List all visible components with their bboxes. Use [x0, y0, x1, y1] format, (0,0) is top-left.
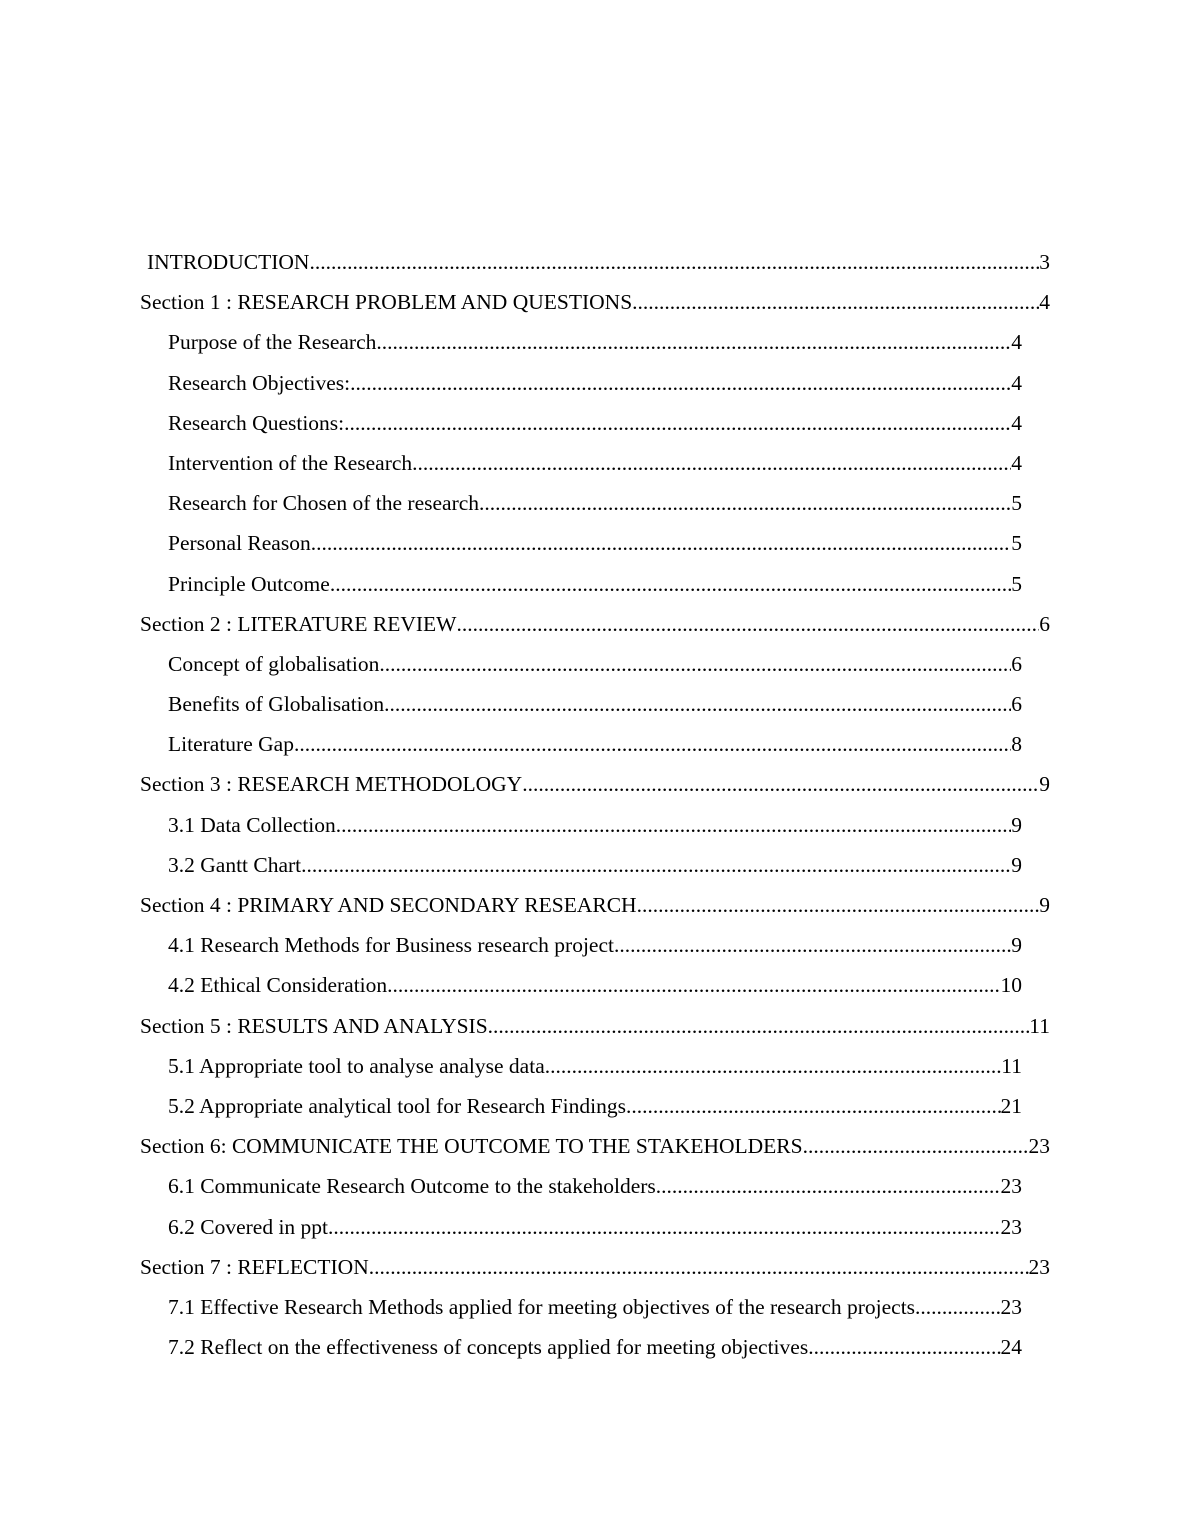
toc-entry-title: Research for Chosen of the research [168, 491, 480, 516]
toc-entry-title: Benefits of Globalisation [168, 692, 385, 717]
toc-page-number: 23 [1000, 1174, 1022, 1199]
toc-page-number: 5 [1011, 531, 1022, 556]
toc-entry-covered-in-ppt[interactable] [168, 1209, 1022, 1249]
toc-entry-research-questions[interactable] [168, 405, 1022, 445]
toc-page-number: 8 [1011, 732, 1022, 757]
toc-entry-section-4[interactable] [140, 887, 1050, 927]
toc-dot-leader [294, 726, 1011, 762]
toc-entry-title: Section 1 : RESEARCH PROBLEM AND QUESTIONS [140, 290, 633, 315]
toc-dot-leader [479, 485, 1011, 521]
toc-page-number: 9 [1039, 893, 1050, 917]
toc-entry-title: Research Objectives: [168, 370, 351, 395]
toc-entry-section-7[interactable] [140, 1249, 1050, 1289]
toc-page-number: 9 [1011, 852, 1022, 877]
toc-dot-leader [301, 847, 1011, 883]
toc-entry-title: 5.1 Appropriate tool to analyse analyse data [168, 1053, 545, 1078]
toc-entry-title: Concept of globalisation [168, 651, 380, 676]
toc-page-number: 9 [1011, 812, 1022, 837]
toc-entry-section-5[interactable] [140, 1008, 1050, 1048]
toc-entry-research-objectives[interactable] [168, 365, 1022, 405]
toc-entry-title: 3.1 Data Collection [168, 812, 336, 837]
toc-entry-purpose-of-research[interactable] [168, 324, 1022, 364]
toc-entry-section-3[interactable] [140, 766, 1050, 806]
toc-entry-research-methods[interactable] [168, 927, 1022, 967]
toc-entry-title: Section 5 : RESULTS AND ANALYSIS [140, 1013, 488, 1038]
toc-page-number: 6 [1011, 692, 1022, 717]
toc-entry-tool-analyse-data[interactable] [168, 1048, 1022, 1088]
toc-entry-title: Section 2 : LITERATURE REVIEW [140, 611, 457, 636]
toc-dot-leader [545, 1048, 1002, 1084]
toc-dot-leader [522, 766, 1039, 802]
toc-entry-research-chosen[interactable] [168, 485, 1022, 525]
toc-page-number: 9 [1011, 933, 1022, 958]
toc-page-number: 4 [1011, 370, 1022, 395]
table-of-contents [140, 244, 1050, 1369]
toc-dot-leader [384, 686, 1011, 722]
toc-dot-leader [915, 1289, 1000, 1325]
toc-dot-leader [808, 1329, 1000, 1365]
toc-entry-title: Section 7 : REFLECTION [140, 1254, 369, 1279]
toc-dot-leader [614, 927, 1011, 963]
toc-dot-leader [456, 606, 1039, 642]
toc-entry-introduction[interactable] [140, 244, 1050, 284]
toc-entry-title: 4.2 Ethical Consideration [168, 973, 388, 998]
toc-entry-section-1[interactable] [140, 284, 1050, 324]
toc-page-number: 6 [1011, 651, 1022, 676]
toc-dot-leader [488, 1008, 1030, 1044]
toc-page-number: 23 [1000, 1214, 1022, 1239]
toc-entry-section-2[interactable] [140, 606, 1050, 646]
toc-page-number: 21 [1000, 1093, 1022, 1118]
toc-dot-leader [626, 1088, 1001, 1124]
toc-page-number: 11 [1029, 1013, 1050, 1038]
toc-dot-leader [637, 887, 1040, 923]
toc-page-number: 24 [1000, 1335, 1022, 1360]
toc-entry-title: Principle Outcome [168, 571, 330, 596]
toc-entry-intervention[interactable] [168, 445, 1022, 485]
toc-entry-gantt-chart[interactable] [168, 847, 1022, 887]
toc-entry-analytical-tool[interactable] [168, 1088, 1022, 1128]
toc-dot-leader [311, 525, 1012, 561]
toc-entry-ethical-consideration[interactable] [168, 967, 1022, 1007]
toc-entry-concept-globalisation[interactable] [168, 646, 1022, 686]
toc-page-number: 9 [1039, 772, 1050, 797]
toc-page-number: 4 [1011, 330, 1022, 355]
toc-page-number: 5 [1011, 571, 1022, 596]
toc-entry-benefits-globalisation[interactable] [168, 686, 1022, 726]
toc-entry-data-collection[interactable] [168, 807, 1022, 847]
toc-page-number: 11 [1001, 1053, 1022, 1078]
toc-page-number: 10 [1000, 973, 1022, 998]
toc-page-number: 6 [1039, 611, 1050, 636]
toc-dot-leader [632, 284, 1039, 320]
toc-entry-title: 7.2 Reflect on the effectiveness of concepts applied for meeting objectives [168, 1335, 809, 1360]
toc-page-number: 23 [1028, 1254, 1050, 1279]
toc-dot-leader [387, 967, 1000, 1003]
toc-entry-title: 4.1 Research Methods for Business research project [168, 933, 614, 958]
toc-entry-personal-reason[interactable] [168, 525, 1022, 565]
toc-entry-reflect-effectiveness[interactable] [168, 1329, 1022, 1369]
toc-entry-title: 6.1 Communicate Research Outcome to the stakeholders [168, 1174, 656, 1199]
toc-entry-title: Personal Reason [168, 531, 311, 556]
toc-entry-title: Intervention of the Research [168, 450, 413, 475]
toc-entry-title: 3.2 Gantt Chart [168, 852, 302, 877]
toc-entry-title: 6.2 Covered in ppt [168, 1214, 329, 1239]
toc-entry-effective-research-methods[interactable] [168, 1289, 1022, 1329]
toc-dot-leader [344, 405, 1011, 441]
toc-page-number: 4 [1039, 290, 1050, 315]
toc-entry-title: 7.1 Effective Research Methods applied for meeting objectives of the research projects [168, 1294, 916, 1319]
toc-page-number: 5 [1011, 491, 1022, 516]
toc-entry-section-6[interactable] [140, 1128, 1050, 1168]
toc-dot-leader [330, 566, 1011, 602]
toc-page-number: 3 [1039, 250, 1050, 274]
toc-entry-literature-gap[interactable] [168, 726, 1022, 766]
toc-page-number: 4 [1011, 410, 1022, 435]
toc-dot-leader [309, 244, 1039, 280]
toc-entry-title: 5.2 Appropriate analytical tool for Research Findings [168, 1093, 626, 1118]
toc-entry-title: Literature Gap [168, 732, 294, 757]
toc-page-number: 4 [1011, 450, 1022, 475]
toc-dot-leader [412, 445, 1011, 481]
toc-dot-leader [328, 1209, 1000, 1245]
toc-page-number: 23 [1000, 1294, 1022, 1319]
toc-dot-leader [336, 807, 1011, 843]
toc-dot-leader [379, 646, 1011, 682]
toc-entry-title: INTRODUCTION [147, 250, 310, 274]
toc-entry-title: Section 6: COMMUNICATE THE OUTCOME TO THE STAKEHOLDERS [140, 1134, 803, 1159]
toc-entry-title: Section 3 : RESEARCH METHODOLOGY [140, 772, 523, 797]
toc-entry-principle-outcome[interactable] [168, 566, 1022, 606]
toc-dot-leader [803, 1128, 1029, 1164]
toc-dot-leader [376, 324, 1011, 360]
toc-entry-title: Section 4 : PRIMARY AND SECONDARY RESEARCH [140, 893, 637, 917]
toc-page-number: 23 [1028, 1134, 1050, 1159]
toc-entry-communicate-outcome[interactable] [168, 1168, 1022, 1208]
toc-dot-leader [350, 365, 1011, 401]
toc-dot-leader [656, 1168, 1001, 1204]
toc-entry-title: Research Questions: [168, 410, 345, 435]
toc-dot-leader [369, 1249, 1029, 1285]
toc-entry-title: Purpose of the Research [168, 330, 377, 355]
